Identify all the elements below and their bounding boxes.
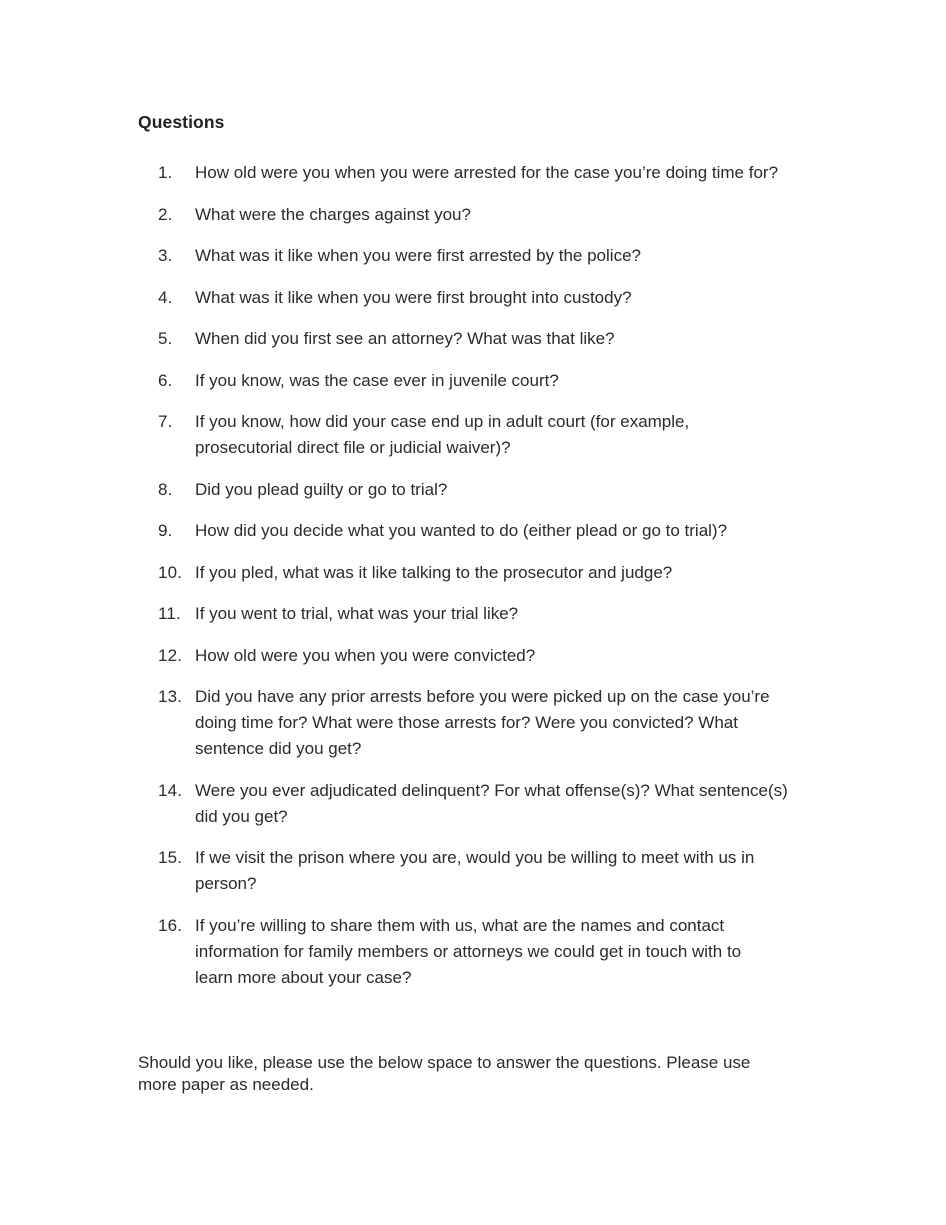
question-item xyxy=(138,684,946,762)
question-number: 10. xyxy=(158,562,183,582)
question-text xyxy=(195,778,829,830)
question-text-line: If you know, how did your case end up in adult court (for example, xyxy=(195,412,690,431)
question-number: 4. xyxy=(158,287,173,307)
questions-list xyxy=(138,160,946,991)
question-item xyxy=(138,518,946,544)
question-text xyxy=(195,601,829,627)
question-text-line: When did you first see an attorney? What was that like? xyxy=(195,329,615,348)
question-text-line: Were you ever adjudicated delinquent? For what offense(s)? What sentence(s) xyxy=(195,780,788,800)
question-item xyxy=(138,845,946,897)
question-text-line: How old were you when you were arrested for the case you’re doing time for? xyxy=(195,163,779,182)
question-text-line: What was it like when you were first arrested by the police? xyxy=(195,246,641,265)
question-text-line: If you pled, what was it like talking to the prosecutor and judge? xyxy=(195,562,673,582)
question-text xyxy=(195,477,829,503)
question-text-line: If you went to trial, what was your trial like? xyxy=(195,604,519,623)
question-text-line: person? xyxy=(195,874,257,893)
question-item xyxy=(138,560,946,586)
question-number: 3. xyxy=(158,246,173,265)
question-text-line: doing time for? What were those arrests for? Were you convicted? What xyxy=(195,713,738,732)
question-item xyxy=(138,243,946,269)
question-item xyxy=(138,202,946,228)
question-text xyxy=(195,518,829,544)
question-item xyxy=(138,601,946,627)
question-number: 12. xyxy=(158,645,183,665)
question-text xyxy=(195,368,829,394)
question-number: 15. xyxy=(158,848,183,867)
question-number: 7. xyxy=(158,412,173,431)
question-text-line: prosecutorial direct file or judicial waiver)? xyxy=(195,438,511,457)
question-item xyxy=(138,160,946,186)
question-text-line: sentence did you get? xyxy=(195,739,362,758)
question-text-line: If you know, was the case ever in juvenile court? xyxy=(195,370,559,390)
question-text-line: If we visit the prison where you are, would you be willing to meet with us in xyxy=(195,848,755,867)
question-text-line: Did you have any prior arrests before you were picked up on the case you’re xyxy=(195,687,770,706)
question-text xyxy=(195,243,829,269)
question-text-line: Did you plead guilty or go to trial? xyxy=(195,479,448,499)
question-text xyxy=(195,560,829,586)
question-text-line: did you get? xyxy=(195,806,288,826)
question-item xyxy=(138,368,946,394)
question-text-line: What were the charges against you? xyxy=(195,204,471,224)
closing-text-line: Should you like, please use the below space to answer the questions. Please use xyxy=(138,1052,751,1072)
question-number: 9. xyxy=(158,521,173,540)
question-text-line: learn more about your case? xyxy=(195,967,412,987)
question-text-line: What was it like when you were first brought into custody? xyxy=(195,287,632,307)
question-item xyxy=(138,643,946,669)
question-number: 11. xyxy=(158,604,181,623)
question-number: 16. xyxy=(158,915,183,935)
question-number: 13. xyxy=(158,687,183,706)
question-item xyxy=(138,778,946,830)
closing-text-line: more paper as needed. xyxy=(138,1075,314,1094)
question-item xyxy=(138,285,946,311)
closing-paragraph xyxy=(138,1052,818,1097)
question-text xyxy=(195,845,829,897)
question-item xyxy=(138,477,946,503)
question-number: 6. xyxy=(158,370,173,390)
question-text xyxy=(195,160,829,186)
question-item xyxy=(138,409,946,461)
question-text-line: How old were you when you were convicted? xyxy=(195,645,536,665)
question-text-line: If you’re willing to share them with us, what are the names and contact xyxy=(195,915,725,935)
question-text xyxy=(195,913,829,991)
question-number: 1. xyxy=(158,163,173,182)
question-item xyxy=(138,326,946,352)
question-text xyxy=(195,202,829,228)
question-text-line: information for family members or attorneys we could get in touch with to xyxy=(195,941,742,961)
question-number: 14. xyxy=(158,780,183,800)
question-item xyxy=(138,913,946,991)
question-number: 8. xyxy=(158,479,173,499)
question-text xyxy=(195,326,829,352)
question-number: 5. xyxy=(158,329,173,348)
question-number: 2. xyxy=(158,204,173,224)
page-title: Questions xyxy=(138,112,225,132)
question-text-line: How did you decide what you wanted to do (either plead or go to trial)? xyxy=(195,521,728,540)
question-text xyxy=(195,684,829,762)
question-text xyxy=(195,285,829,311)
question-text xyxy=(195,409,829,461)
question-text xyxy=(195,643,829,669)
